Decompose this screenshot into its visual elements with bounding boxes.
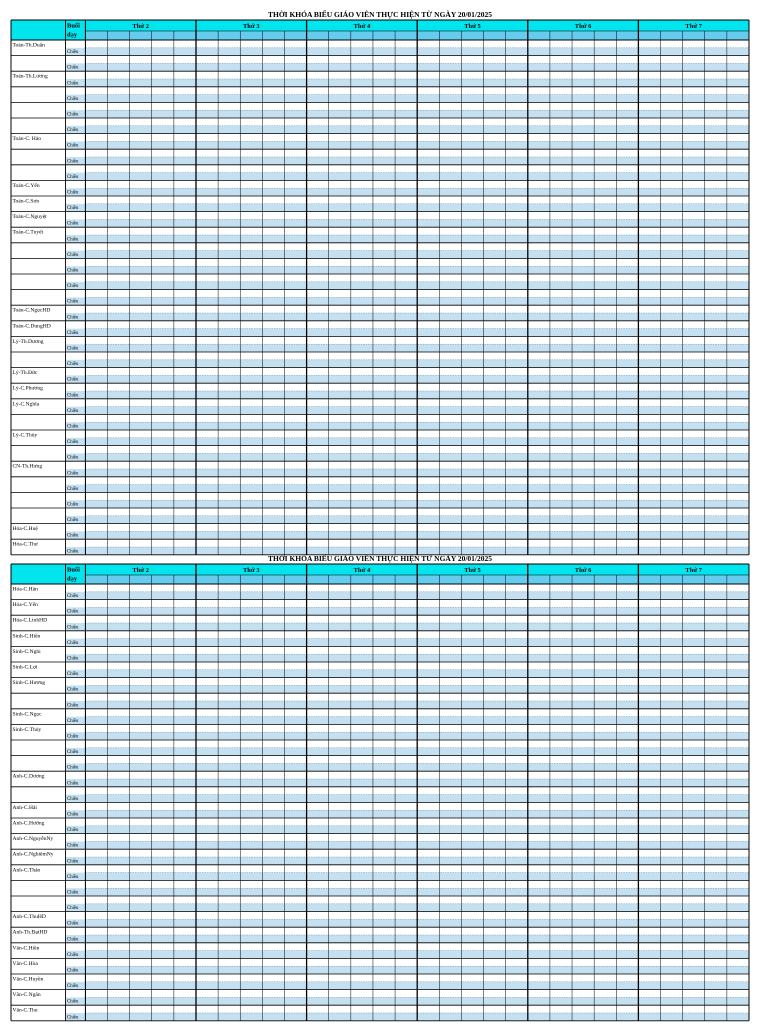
sheet-title: THỜI KHÓA BIỂU GIÁO VIÊN THỰC HIỆN TỪ NGÀY 20/01/2025 xyxy=(268,554,492,563)
session-afternoon-label: Chiều xyxy=(67,874,79,880)
teacher-name: Hóa-C.Thư xyxy=(12,541,38,548)
session-afternoon-label: Chiều xyxy=(67,377,79,383)
session-afternoon-label: Chiều xyxy=(67,656,79,662)
session-afternoon-label: Chiều xyxy=(67,718,79,724)
session-afternoon-label: Chiều xyxy=(67,952,79,958)
teacher-name: Lý-C.Nghĩa xyxy=(12,401,40,408)
afternoon-band xyxy=(66,966,749,974)
teacher-name: Hóa-C.LinhHD xyxy=(12,617,48,624)
afternoon-band xyxy=(66,670,749,678)
teacher-name: Sinh-C.Ngọc xyxy=(12,711,42,718)
session-afternoon-label: Chiều xyxy=(67,486,79,492)
afternoon-band xyxy=(66,469,749,477)
afternoon-band xyxy=(66,235,749,243)
session-afternoon-label: Chiều xyxy=(67,781,79,787)
afternoon-band xyxy=(66,63,749,71)
day-label: Thứ 2 xyxy=(132,22,149,31)
afternoon-band xyxy=(66,282,749,290)
session-afternoon-label: Chiều xyxy=(67,549,79,555)
afternoon-band xyxy=(66,935,749,943)
teacher-name: Lý-C.Thủy xyxy=(12,432,38,439)
session-afternoon-label: Chiều xyxy=(67,843,79,849)
teacher-name: Anh-C.Thảo xyxy=(12,867,41,874)
teacher-name: Sinh-C.Lợi xyxy=(12,664,38,671)
day-label: Thứ 4 xyxy=(353,566,371,575)
afternoon-band xyxy=(66,997,749,1005)
afternoon-band xyxy=(66,701,749,709)
session-afternoon-label: Chiều xyxy=(67,237,79,243)
session-header-label: dạy xyxy=(67,31,78,39)
session-afternoon-label: Chiều xyxy=(67,221,79,227)
afternoon-band xyxy=(66,919,749,927)
timetable-grid xyxy=(11,20,749,555)
teacher-name: Anh-C.Dương xyxy=(12,773,45,780)
afternoon-band xyxy=(66,982,749,990)
afternoon-band xyxy=(66,732,749,740)
session-afternoon-label: Chiều xyxy=(67,502,79,508)
afternoon-band xyxy=(66,592,749,600)
session-afternoon-label: Chiều xyxy=(67,81,79,87)
afternoon-band xyxy=(66,375,749,383)
session-afternoon-label: Chiều xyxy=(67,143,79,149)
afternoon-band xyxy=(66,500,749,508)
session-afternoon-label: Chiều xyxy=(67,408,79,414)
afternoon-band xyxy=(66,266,749,274)
teacher-name: Sinh-C.Nghi xyxy=(12,648,41,655)
afternoon-band xyxy=(66,360,749,368)
afternoon-band xyxy=(66,623,749,631)
teacher-header-cell xyxy=(11,564,66,584)
teacher-name: Hóa-C.Hân xyxy=(12,586,38,593)
session-afternoon-label: Chiều xyxy=(67,159,79,165)
day-label: Thứ 6 xyxy=(574,566,592,575)
session-afternoon-label: Chiều xyxy=(67,112,79,118)
teacher-name: Toán-C.Sơn xyxy=(12,198,40,205)
teacher-name: Toán-Th.Duẩn xyxy=(12,42,45,49)
session-afternoon-label: Chiều xyxy=(67,346,79,352)
timetable-grid xyxy=(11,564,749,1021)
teacher-name: Toán-C.Yến xyxy=(12,182,40,189)
day-label: Thứ 7 xyxy=(685,566,702,575)
sheet-title: THỜI KHÓA BIỂU GIÁO VIÊN THỰC HIỆN TỪ NGÀY 20/01/2025 xyxy=(268,10,492,19)
afternoon-band xyxy=(66,951,749,959)
teacher-name: Anh-Th.ĐạtHD xyxy=(12,929,48,936)
afternoon-band xyxy=(66,313,749,321)
session-afternoon-label: Chiều xyxy=(67,50,79,56)
day-label: Thứ 4 xyxy=(353,22,371,31)
session-afternoon-label: Chiều xyxy=(67,1015,79,1021)
session-afternoon-label: Chiều xyxy=(67,471,79,477)
session-afternoon-label: Chiều xyxy=(67,518,79,524)
teacher-name: Văn-C.Huyền xyxy=(12,976,44,983)
afternoon-band xyxy=(66,95,749,103)
teacher-header-cell xyxy=(11,20,66,40)
session-afternoon-label: Chiều xyxy=(67,252,79,258)
teacher-name: Lý-Th.Đức xyxy=(12,370,38,377)
afternoon-band xyxy=(66,48,749,56)
day-label: Thứ 3 xyxy=(243,566,260,575)
afternoon-band xyxy=(66,219,749,227)
afternoon-band xyxy=(66,422,749,430)
afternoon-band xyxy=(66,1013,749,1021)
session-afternoon-label: Chiều xyxy=(67,96,79,102)
afternoon-band xyxy=(66,173,749,181)
afternoon-band xyxy=(66,157,749,165)
afternoon-band xyxy=(66,717,749,725)
teacher-name: Văn-C.Hiền xyxy=(12,945,40,952)
session-afternoon-label: Chiều xyxy=(67,424,79,430)
teacher-name: Toán-C.Tuyết xyxy=(12,229,44,236)
afternoon-band xyxy=(66,297,749,305)
day-label: Thứ 5 xyxy=(464,22,481,31)
session-afternoon-label: Chiều xyxy=(67,284,79,290)
day-label: Thứ 2 xyxy=(132,566,149,575)
session-afternoon-label: Chiều xyxy=(67,299,79,305)
afternoon-band xyxy=(66,329,749,337)
afternoon-band xyxy=(66,654,749,662)
session-afternoon-label: Chiều xyxy=(67,268,79,274)
session-afternoon-label: Chiều xyxy=(67,315,79,321)
afternoon-band xyxy=(66,685,749,693)
session-afternoon-label: Chiều xyxy=(67,533,79,539)
teacher-name: Hóa-C.Huệ xyxy=(12,526,38,533)
day-label: Thứ 7 xyxy=(685,22,702,31)
session-afternoon-label: Chiều xyxy=(67,906,79,912)
teacher-name: Toán-C.Nguyệt xyxy=(12,214,47,221)
teacher-name: Sinh-C.Thủy xyxy=(12,726,42,733)
session-afternoon-label: Chiều xyxy=(67,890,79,896)
session-afternoon-label: Chiều xyxy=(67,625,79,631)
teacher-name: Toán-C.NgọcHD xyxy=(12,307,51,314)
session-afternoon-label: Chiều xyxy=(67,765,79,771)
session-afternoon-label: Chiều xyxy=(67,828,79,834)
afternoon-band xyxy=(66,904,749,912)
session-afternoon-label: Chiều xyxy=(67,190,79,196)
afternoon-band xyxy=(66,857,749,865)
afternoon-band xyxy=(66,888,749,896)
day-label: Thứ 3 xyxy=(243,22,260,31)
teacher-name: Văn-C.Ngân xyxy=(12,992,41,999)
afternoon-band xyxy=(66,407,749,415)
session-afternoon-label: Chiều xyxy=(67,672,79,678)
teacher-name: Văn-C.Thu xyxy=(12,1007,38,1014)
afternoon-band xyxy=(66,763,749,771)
session-header-label: Buổi xyxy=(67,22,80,30)
afternoon-band xyxy=(66,795,749,803)
afternoon-band xyxy=(66,251,749,259)
afternoon-band xyxy=(66,748,749,756)
teacher-name: Văn-C.Hòa xyxy=(12,960,38,967)
afternoon-band xyxy=(66,141,749,149)
session-afternoon-label: Chiều xyxy=(67,362,79,368)
afternoon-band xyxy=(66,607,749,615)
session-afternoon-label: Chiều xyxy=(67,812,79,818)
afternoon-band xyxy=(66,110,749,118)
session-afternoon-label: Chiều xyxy=(67,984,79,990)
teacher-name: Toán-C. Hảo xyxy=(12,136,42,143)
afternoon-band xyxy=(66,531,749,539)
teacher-name: Anh-C.NghiêmNy xyxy=(12,851,54,858)
session-afternoon-label: Chiều xyxy=(67,594,79,600)
afternoon-band xyxy=(66,204,749,212)
teacher-name: Lý-C.Phương xyxy=(12,385,43,392)
session-afternoon-label: Chiều xyxy=(67,921,79,927)
session-afternoon-label: Chiều xyxy=(67,609,79,615)
teacher-name: Toán-Th.Lương xyxy=(12,73,48,80)
session-header-label: dạy xyxy=(67,575,78,583)
session-afternoon-label: Chiều xyxy=(67,999,79,1005)
session-afternoon-label: Chiều xyxy=(67,206,79,212)
session-afternoon-label: Chiều xyxy=(67,937,79,943)
session-header-label: Buổi xyxy=(67,566,80,574)
session-afternoon-label: Chiều xyxy=(67,440,79,446)
afternoon-band xyxy=(66,873,749,881)
session-afternoon-label: Chiều xyxy=(67,640,79,646)
session-afternoon-label: Chiều xyxy=(67,734,79,740)
afternoon-band xyxy=(66,826,749,834)
teacher-name: Anh-C.NguyễnNy xyxy=(12,836,54,843)
teacher-name: CN-Th.Hưng xyxy=(12,463,43,470)
session-afternoon-label: Chiều xyxy=(67,859,79,865)
teacher-name: Anh-C.Hải xyxy=(12,804,37,811)
teacher-name: Sinh-C.Hiền xyxy=(12,633,41,640)
afternoon-band xyxy=(66,438,749,446)
session-afternoon-label: Chiều xyxy=(67,968,79,974)
session-afternoon-label: Chiều xyxy=(67,796,79,802)
teacher-name: Toán-C.DungHD xyxy=(12,323,51,330)
afternoon-band xyxy=(66,453,749,461)
session-afternoon-label: Chiều xyxy=(67,128,79,134)
afternoon-band xyxy=(66,188,749,196)
teacher-name: Lý-Th.Dương xyxy=(12,338,44,345)
teacher-name: Sinh-C.Hương xyxy=(12,680,46,687)
teacher-name: Anh-C.Hường xyxy=(12,820,45,827)
session-afternoon-label: Chiều xyxy=(67,393,79,399)
teacher-name: Anh-C.ThuHD xyxy=(12,914,46,921)
day-label: Thứ 5 xyxy=(464,566,481,575)
afternoon-band xyxy=(66,126,749,134)
session-afternoon-label: Chiều xyxy=(67,687,79,693)
afternoon-band xyxy=(66,516,749,524)
teacher-name: Hóa-C.Yến xyxy=(12,602,38,609)
afternoon-band xyxy=(66,485,749,493)
session-afternoon-label: Chiều xyxy=(67,703,79,709)
afternoon-band xyxy=(66,344,749,352)
afternoon-band xyxy=(66,810,749,818)
afternoon-band xyxy=(66,841,749,849)
session-afternoon-label: Chiều xyxy=(67,750,79,756)
session-afternoon-label: Chiều xyxy=(67,65,79,71)
session-afternoon-label: Chiều xyxy=(67,330,79,336)
session-afternoon-label: Chiều xyxy=(67,455,79,461)
session-afternoon-label: Chiều xyxy=(67,174,79,180)
afternoon-band xyxy=(66,79,749,87)
afternoon-band xyxy=(66,779,749,787)
afternoon-band xyxy=(66,639,749,647)
afternoon-band xyxy=(66,391,749,399)
day-label: Thứ 6 xyxy=(574,22,592,31)
